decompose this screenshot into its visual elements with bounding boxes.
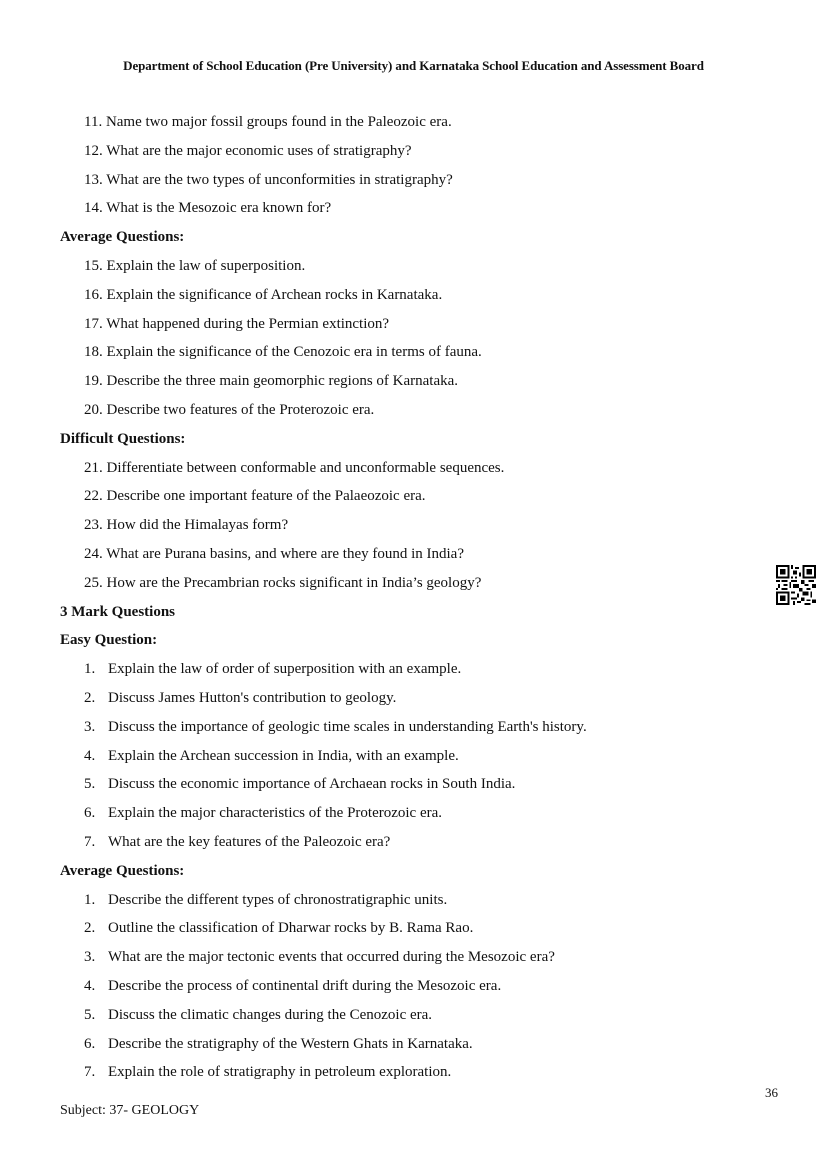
page-header: Department of School Education (Pre University) and Karnataka School Education and Assessment Board (123, 58, 704, 73)
question-text: Discuss James Hutton's contribution to geology. (108, 689, 397, 706)
question-number: 1. (84, 661, 96, 678)
footer-subject: Subject: 37- GEOLOGY (60, 1103, 200, 1118)
section-heading: Difficult Questions: (60, 430, 186, 447)
numbered-question-item (0, 1058, 827, 1087)
question-text: Outline the classification of Dharwar rocks by B. Rama Rao. (108, 920, 474, 937)
question-text: What are the major tectonic events that occurred during the Mesozoic era? (108, 949, 555, 966)
question-number: 3. (84, 718, 96, 735)
question-number: 1. (84, 891, 96, 908)
numbered-question-item (0, 828, 827, 857)
question-text: Describe the stratigraphy of the Western Ghats in Karnataka. (108, 1035, 473, 1052)
question-item: 23. How did the Himalayas form? (84, 517, 289, 534)
question-list (0, 108, 827, 1087)
page-number: 36 (765, 1085, 778, 1100)
numbered-question-item (0, 886, 827, 915)
question-number: 2. (84, 689, 96, 706)
question-text: Describe the process of continental drift during the Mesozoic era. (108, 977, 502, 994)
question-text: Discuss the economic importance of Archaean rocks in South India. (108, 776, 516, 793)
section-heading: Average Questions: (60, 862, 185, 879)
question-text: Describe the different types of chronostratigraphic units. (108, 891, 448, 908)
numbered-question-item (0, 742, 827, 771)
question-item: 15. Explain the law of superposition. (84, 257, 306, 274)
question-text: Explain the Archean succession in India, with an example. (108, 747, 459, 764)
section-heading: 3 Mark Questions (60, 603, 176, 620)
question-item: 16. Explain the significance of Archean rocks in Karnataka. (84, 286, 443, 303)
numbered-question-item (0, 972, 827, 1001)
numbered-question-item (0, 943, 827, 972)
question-number: 5. (84, 776, 96, 793)
question-item: 24. What are Purana basins, and where are they found in India? (84, 545, 465, 562)
question-number: 7. (84, 1064, 96, 1081)
question-number: 6. (84, 1035, 96, 1052)
question-text: What are the key features of the Paleozoic era? (108, 833, 391, 850)
numbered-question-item (0, 1030, 827, 1059)
numbered-question-item (0, 799, 827, 828)
section-heading: Easy Question: (60, 632, 158, 649)
numbered-question-item (0, 1001, 827, 1030)
question-item: 18. Explain the significance of the Cenozoic era in terms of fauna. (84, 344, 482, 361)
numbered-question-item (0, 655, 827, 684)
question-item: 13. What are the two types of unconformities in stratigraphy? (84, 171, 453, 188)
numbered-question-item (0, 684, 827, 713)
section-heading: Average Questions: (60, 229, 185, 246)
question-item: 22. Describe one important feature of the Palaeozoic era. (84, 488, 426, 505)
question-number: 4. (84, 977, 96, 994)
question-item: 19. Describe the three main geomorphic regions of Karnataka. (84, 373, 459, 390)
question-item: 20. Describe two features of the Proterozoic era. (84, 401, 375, 418)
numbered-question-item (0, 770, 827, 799)
question-number: 4. (84, 747, 96, 764)
question-item: 11. Name two major fossil groups found in the Paleozoic era. (84, 114, 452, 130)
question-text: Discuss the importance of geologic time scales in understanding Earth's history. (108, 718, 587, 735)
question-text: Explain the law of order of superposition with an example. (108, 661, 462, 678)
question-item: 14. What is the Mesozoic era known for? (84, 200, 332, 217)
question-number: 7. (84, 833, 96, 850)
question-text: Discuss the climatic changes during the Cenozoic era. (108, 1006, 433, 1023)
question-item: 12. What are the major economic uses of stratigraphy? (84, 142, 412, 159)
question-number: 6. (84, 805, 96, 822)
question-item: 25. How are the Precambrian rocks significant in India’s geology? (84, 574, 482, 591)
question-number: 2. (84, 920, 96, 937)
question-number: 3. (84, 949, 96, 966)
numbered-question-item (0, 713, 827, 742)
question-item: 17. What happened during the Permian extinction? (84, 315, 390, 332)
question-text: Explain the role of stratigraphy in petroleum exploration. (108, 1064, 452, 1081)
numbered-question-item (0, 914, 827, 943)
qr-code-icon (776, 565, 816, 605)
question-number: 5. (84, 1006, 96, 1023)
question-text: Explain the major characteristics of the Proterozoic era. (108, 805, 443, 822)
question-item: 21. Differentiate between conformable and unconformable sequences. (84, 459, 505, 476)
